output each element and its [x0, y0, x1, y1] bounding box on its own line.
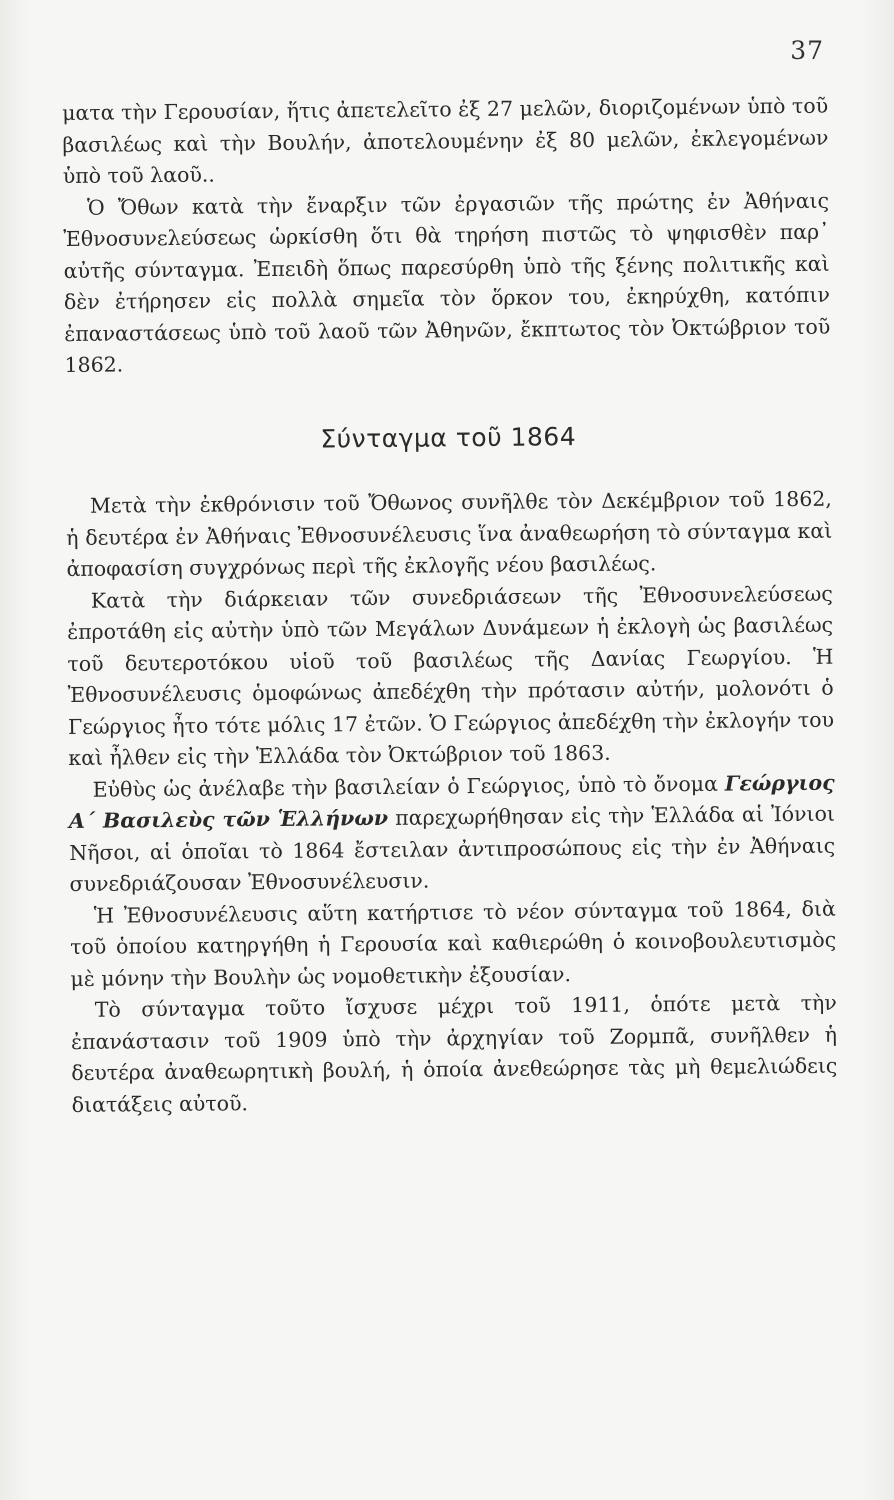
- paragraph-constitution-1864: Ἡ Ἐθνοσυνέλευσις αὕτη κατήρτισε τὸ νέον σύνταγμα τοῦ 1864, διὰ τοῦ ὁποίου κατηργήθη ἡ Γερουσία καὶ καθιερώθη ὁ κοινοβουλευτισμὸς μὲ μόνην τὴν Βουλὴν ὡς νομοθετικὴν ἐξουσίαν.: [70, 896, 837, 991]
- section-heading: Σύνταγμα τοῦ 1864: [320, 421, 577, 454]
- king-title-emphasis: Γεώργιος Α´ Βασιλεὺς τῶν Ἑλλήνων: [68, 770, 835, 833]
- paragraph-othon: Ὁ Ὄθων κατὰ τὴν ἔναρξιν τῶν ἐργασιῶν τῆς πρώτης ἐν Ἀθήναις Ἐθνοσυνελεύσεως ὡρκίσθη ὅτι θὰ τηρήση πιστῶς τὸ ψηφισθὲν παρ᾽ αὐτῆς σύνταγμα. Ἐπειδὴ ὅπως παρεσύρθη ὑπὸ τῆς ξένης πολιτικῆς καὶ δὲν ἐτήρησεν εἰς πολλὰ σημεῖα τὸν ὅρκον του, ἐκηρύχθη, κατόπιν ἐπαναστάσεως ὑπὸ τοῦ λαοῦ τῶν Ἀθηνῶν, ἔκπτωτος τὸν Ὀκτώβριον τοῦ 1862.: [63, 188, 831, 377]
- paragraph-george-title: [68, 767, 835, 900]
- paragraph-george-title-end: παρεχωρήθησαν εἰς τὴν Ἑλλάδα αἱ Ἰόνιοι Νῆσοι, αἱ ὁποῖαι τὸ 1864 ἔστειλαν ἀντιπροσώπους εἰς τὴν ἐν Ἀθήναις συνεδριάζουσαν Ἐθνοσυνέλευσιν.: [69, 801, 836, 896]
- page-number: 37: [790, 36, 824, 65]
- paragraph-george-title-start: Εὐθὺς ὡς ἀνέλαβε τὴν βασιλείαν ὁ Γεώργιος, ὑπὸ τὸ ὄνομα: [92, 771, 725, 802]
- page-body: [62, 91, 838, 1121]
- paragraph-revision-1911: Τὸ σύνταγμα τοῦτο ἴσχυσε μέχρι τοῦ 1911, ὁπότε μετὰ τὴν ἐπανάστασιν τοῦ 1909 ὑπὸ τὴν ἀρχηγίαν τοῦ Ζορμπᾶ, συνῆλθεν ἡ δευτέρα ἀναθεωρητικὴ βουλή, ἡ ὁποία ἀνεθεώρησε τὰς μὴ θεμελιώδεις διατάξεις αὐτοῦ.: [70, 990, 838, 1117]
- paragraph-dethronement: Μετὰ τὴν ἐκθρόνισιν τοῦ Ὄθωνος συνῆλθε τὸν Δεκέμβριον τοῦ 1862, ἡ δευτέρα ἐν Ἀθήναις Ἐθνοσυνέλευσις ἵνα ἀναθεωρήση τὸ σύνταγμα καὶ ἀποφασίση συγχρόνως περὶ τῆς ἐκλογῆς νέου βασιλέως.: [66, 486, 833, 581]
- paragraph-continuation: ματα τὴν Γερουσίαν, ἥτις ἀπετελεῖτο ἐξ 27 μελῶν, διοριζομένων ὑπὸ τοῦ βασιλέως καὶ τὴν Βουλήν, ἀποτελουμένην ἐξ 80 μελῶν, ἐκλεγομένων ὑπὸ τοῦ λαοῦ..: [62, 93, 829, 188]
- paragraph-george-election: Κατὰ τὴν διάρκειαν τῶν συνεδριάσεων τῆς Ἐθνοσυνελεύσεως ἐπροτάθη εἰς αὐτὴν ὑπὸ τῶν Μεγάλων Δυνάμεων ἡ ἐκλογὴ ὡς βασιλέως τοῦ δευτεροτόκου υἱοῦ τοῦ βασιλέως τῆς Δανίας Γεωργίου. Ἡ Ἐθνοσυνέλευσις ὁμοφώνως ἀπεδέχθη τὴν πρότασιν αὐτήν, μολονότι ὁ Γεώργιος ἦτο τότε μόλις 17 ἐτῶν. Ὁ Γεώργιος ἀπεδέχθη τὴν ἐκλογήν του καὶ ἦλθεν εἰς τὴν Ἑλλάδα τὸν Ὀκτώβριον τοῦ 1863.: [67, 581, 835, 770]
